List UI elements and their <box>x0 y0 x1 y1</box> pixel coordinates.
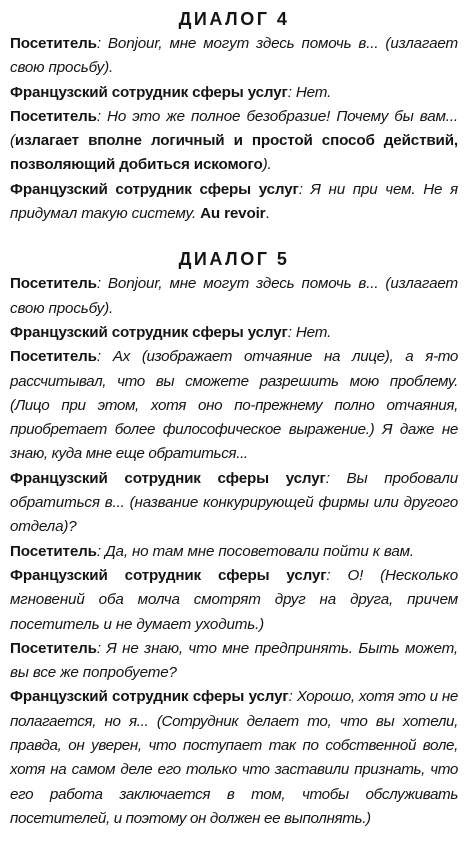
dialog-4-replica-2: Французский сотрудник сферы услуг: Нет. <box>10 83 332 101</box>
speaker-name: Французский сотрудник сферы услуг <box>10 180 299 198</box>
speaker-name: Французский сотрудник сферы услуг <box>10 323 288 341</box>
replica-text: Нет. <box>291 323 332 341</box>
speaker-name: Французский сотрудник сферы услуг <box>10 688 289 706</box>
speaker-name: Французский сотрудник сферы услуг <box>10 566 327 584</box>
dialog-5-replica-3: Посетитель: Ах (изображает отчаяние на лице), а я-то рассчитывал, что вы сможете разрешить мою проблему. (Лицо при этом, хотя оно по-прежнему полно отчаяния, приобретает более философическое выражение.) Я даже не знаю, куда мне еще обратиться... <box>10 348 458 463</box>
dialog-5-replica-1: Посетитель: Bonjour, мне могут здесь помочь в... (излагает свою просьбу). <box>10 275 458 317</box>
replica-text: Да, но там мне посоветовали пойти к вам. <box>100 542 414 560</box>
dialog-5-title: ДИАЛОГ 5 <box>178 249 290 270</box>
speaker-name: Посетитель <box>10 639 97 657</box>
speaker-name: Посетитель <box>10 35 97 52</box>
replica-text: Хорошо, хотя это и не полагается, но я... (Сотрудник делает то, что вы хотели, правда, он уверен, что поступает так по собственной воле, хотя на самом деле его только что заставили признать, что его работа заключается в том, чтобы обслуживать посетителей, и поэтому он должен ее выполнять.) <box>10 688 459 827</box>
replica-text: Bonjour, мне могут здесь помочь в... (излагает свою просьбу). <box>10 275 458 317</box>
replica-text: О! (Несколько мгновений оба молча смотрят друг на друга, причем посетитель и не думает уходить.) <box>10 566 458 633</box>
replica-text: Bonjour, мне могут здесь помочь в... (излагает свою просьбу). <box>10 35 458 77</box>
dialog-5-replica-2: Французский сотрудник сферы услуг: Нет. <box>10 323 332 341</box>
dialog-4-replica-1: Посетитель: Bonjour, мне могут здесь помочь в... (излагает свою просьбу). <box>10 35 458 77</box>
replica-text: Но это же полное безобразие! Почему бы вам... ( <box>10 107 458 150</box>
dialog-4-replica-3: Посетитель: Но это же полное безобразие! Почему бы вам... (излагает вполне логичный и простой способ действий, позволяющий добиться искомого). <box>10 107 458 174</box>
replica-bold-text: Au revoir <box>200 205 266 223</box>
replica-text-end: . <box>265 205 270 223</box>
speaker-name: Посетитель <box>10 348 97 366</box>
dialog-5-replica-8: Французский сотрудник сферы услуг: Хорошо, хотя это и не полагается, но я... (Сотрудник делает то, что вы хотели, правда, он уверен, что поступает так по собственной воле, хотя на самом деле его только что заставили признать, что его работа заключается в том, чтобы обслуживать посетителей, и поэтому он должен ее выполнять.) <box>10 688 459 827</box>
speaker-name: Французский сотрудник сферы услуг <box>10 469 326 487</box>
replica-text: Я не знаю, что мне предпринять. Быть может, вы все же попробуете? <box>10 639 458 682</box>
speaker-name: Посетитель <box>10 107 97 125</box>
replica-text: Я ни при чем. Не я придумал такую систему. <box>10 180 459 223</box>
speaker-name: Посетитель <box>10 542 97 560</box>
replica-text-end: ). <box>262 156 272 174</box>
replica-text: Вы пробовали обратиться в... (название конкурирующей фирмы или другого отдела)? <box>10 469 459 536</box>
replica-text: Нет. <box>291 83 332 101</box>
speaker-name: Французский сотрудник сферы услуг <box>10 83 288 101</box>
dialog-5-replica-7: Посетитель: Я не знаю, что мне предпринять. Быть может, вы все же попробуете? <box>10 639 458 682</box>
speaker-name: Посетитель <box>10 275 97 293</box>
dialog-5-replica-6: Французский сотрудник сферы услуг: О! (Несколько мгновений оба молча смотрят друг на друга, причем посетитель и не думает уходить.) <box>10 566 458 633</box>
dialog-5-replica-5: Посетитель: Да, но там мне посоветовали пойти к вам. <box>10 542 414 560</box>
dialog-5-replica-4: Французский сотрудник сферы услуг: Вы пробовали обратиться в... (название конкурирующей фирмы или другого отдела)? <box>10 469 459 536</box>
dialog-4-replica-4: Французский сотрудник сферы услуг: Я ни при чем. Не я придумал такую систему. Au revoir. <box>10 180 459 223</box>
replica-text: Ах (изображает отчаяние на лице), а я-то рассчитывал, что вы сможете разрешить мою проблему. (Лицо при этом, хотя оно по-прежнему полно отчаяния, приобретает более философическое выражение.) Я даже не знаю, куда мне еще обратиться... <box>10 348 458 463</box>
dialog-4-title: ДИАЛОГ 4 <box>178 9 290 29</box>
replica-bold-text: излагает вполне логичный и простой способ действий, позволяющий добиться искомого <box>10 132 458 174</box>
